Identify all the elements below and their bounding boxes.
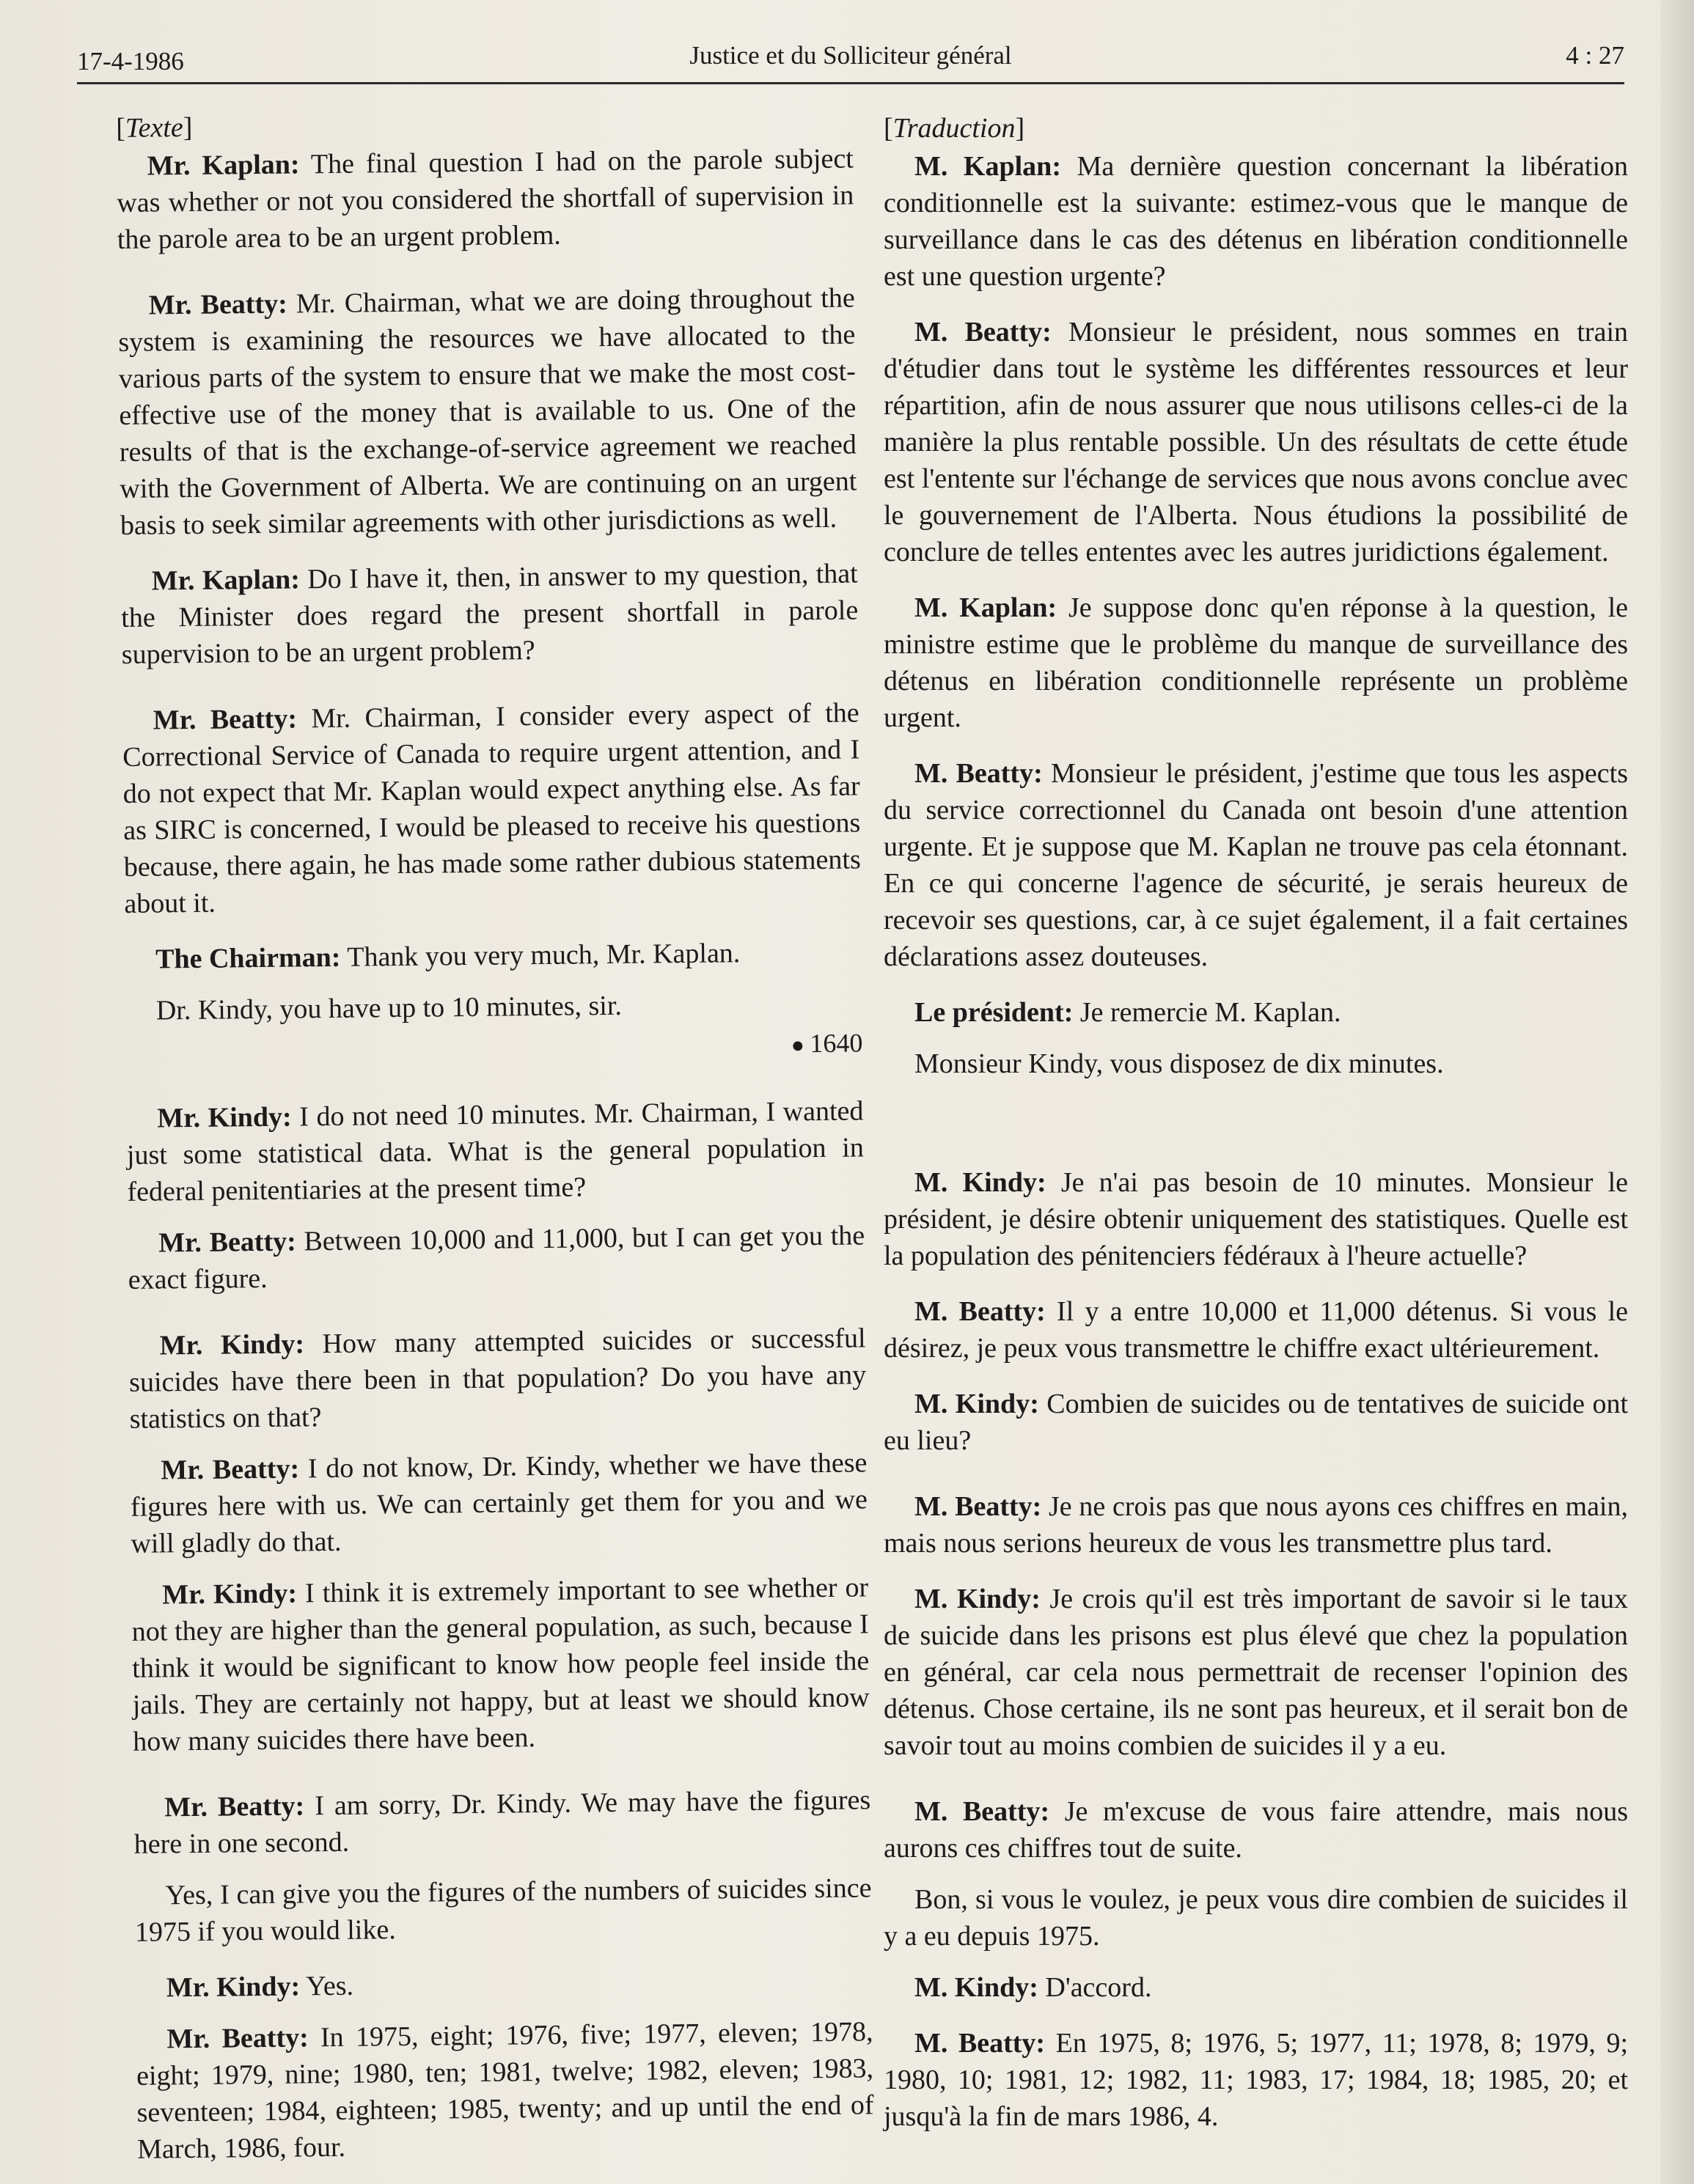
speech: Between 10,000 and 11,000, but I can get you the exact figure. [128,1220,865,1295]
paragraph [118,279,858,544]
speaker: Mr. Beatty: [164,1790,305,1823]
speaker: Le président: [914,997,1074,1028]
paragraph [884,1581,1628,1764]
paragraph [884,314,1628,570]
paragraph [884,148,1628,295]
paragraph [884,994,1628,1031]
speech: I do not need 10 minutes. Mr. Chairman, I wanted just some statistical data. What is the general population in federal penitentiaries at the present time? [126,1095,865,1207]
speaker: M. Beatty: [914,1296,1046,1327]
paragraph [884,1881,1628,1955]
paragraph [128,1217,865,1298]
speech: Monsieur le président, j'estime que tous les aspects du service correctionnel du Canada ont besoin d'une attention urgente. Et je suppose que M. Kaplan ne trouve pas cela étonnant. En ce qui concerne l'agence de sécurité, je serais heureux de recevoir ses questions, car, à ce sujet également, il a fait certaines déclarations assez douteuses. [884,758,1628,972]
paragraph [128,1320,867,1438]
speaker: M. Beatty: [914,2028,1046,2059]
paragraph [117,140,855,258]
paragraph [131,1569,870,1760]
paragraph [884,2025,1628,2135]
english-column [116,102,874,2167]
paragraph [884,1386,1628,1459]
speaker: Mr. Kindy: [161,1578,298,1611]
section-label-traduction: [Traduction] [884,113,1025,144]
speaker: M. Kindy: [914,1389,1039,1419]
speaker: M. Kindy: [914,1972,1038,2003]
paragraph [884,1164,1628,1274]
speech: Monsieur Kindy, vous disposez de dix minutes. [914,1048,1444,1079]
paragraph [884,1793,1628,1867]
speech: I think it is extremely important to see whether or not they are higher than the general population, as such, because I think it would be significant to know how people feel inside the jails. They are certainly not happy, but at least we should know how many suicides there have been. [131,1572,870,1757]
paragraph [884,1293,1628,1367]
speech: The final question I had on the parole subject was whether or not you considered the shortfall of supervision in the parole area to be an urgent problem. [117,143,854,255]
header-page-number: 4 : 27 [1566,41,1624,70]
paragraph [125,985,862,1029]
paragraph [133,1782,871,1863]
speech: Je n'ai pas besoin de 10 minutes. Monsieur le président, je désire obtenir uniquement des statistiques. Quelle est la population des pénitenciers fédéraux à l'heure actuelle? [884,1167,1628,1271]
page-header [77,38,1624,84]
paragraph [120,555,859,673]
section-label-texte: [Texte] [116,111,193,144]
speaker: M. Kindy: [914,1584,1041,1614]
paragraph [130,1444,868,1562]
speaker: M. Beatty: [914,1491,1042,1522]
speaker: Mr. Kindy: [159,1328,305,1361]
speaker: Mr. Kindy: [157,1101,292,1134]
paragraph [122,694,861,922]
speech: Je remercie M. Kaplan. [1073,997,1341,1028]
speech: Ma dernière question concernant la libération conditionnelle est la suivante: estimez-vous que le manque de surveillance dans le cas des détenus en libération conditionnelle est une question urgente? [884,151,1629,292]
paragraph [884,1969,1628,2006]
speech: Je crois qu'il est très important de savoir si le taux de suicide dans les prisons est plus élevé que chez la population en général, car cela nous permettrait de recenser l'opinion des détenus. Chose certaine, ils ne sont pas heureux, et il serait bon de savoir tout au moins combien de suicides il y a eu. [884,1584,1628,1761]
speaker: Mr. Beatty: [161,1453,300,1486]
speech: Il y a entre 10,000 et 11,000 détenus. Si vous le désirez, je peux vous transmettre le chiffre exact ultérieurement. [884,1296,1628,1364]
speaker: M. Beatty: [914,758,1043,789]
speech: In 1975, eight; 1976, five; 1977, eleven; 1978, eight; 1979, nine; 1980, ten; 1981, twelve; 1982, eleven; 1983, seventeen; 1984, eighteen; 1985, twenty; and up until the end of March, 1986, four. [136,2016,874,2165]
page-edge [1660,0,1694,2184]
speech: Mr. Chairman, what we are doing throughout the system is examining the resources we have allocated to the various parts of the system to ensure that we make the most cost-effective use of the money that is available to us. One of the results of that is the exchange-of-service agreement we reached with the Government of Alberta. We are continuing on an urgent basis to seek similar agreements with other jurisdictions as well. [118,282,857,541]
speaker: Mr. Beatty: [153,703,298,736]
speaker: The Chairman: [155,941,341,975]
speaker: Mr. Beatty: [166,2022,309,2055]
speech: Je m'excuse de vous faire attendre, mais nous aurons ces chiffres tout de suite. [884,1796,1629,1864]
paragraph [134,1869,872,1951]
speech: Bon, si vous le voulez, je peux vous dire combien de suicides il y a eu depuis 1975. [884,1884,1628,1952]
speaker: Mr. Kaplan: [151,564,301,597]
french-column [884,110,1628,2135]
speech: Yes. [299,1970,354,2002]
paragraph [884,589,1628,736]
speech: Dr. Kindy, you have up to 10 minutes, sir. [155,990,623,1026]
speaker: M. Kaplan: [914,151,1061,182]
speaker: M. Beatty: [914,317,1052,348]
speech: Mr. Chairman, I consider every aspect of the Correctional Service of Canada to require urgent attention, and I do not expect that Mr. Kaplan would expect anything else. As far as SIRC is concerned, I would be pleased to receive his questions because, there again, he has made some rather dubious statements about it. [122,697,861,919]
paragraph [884,755,1628,975]
speech: Yes, I can give you the figures of the numbers of suicides since 1975 if you would like. [134,1872,872,1948]
speaker: Mr. Kaplan: [147,149,300,182]
time-marker: ● 1640 [791,1028,863,1059]
speech: Do I have it, then, in answer to my question, that the Minister does regard the present shortfall in parole supervision to be an urgent problem? [121,558,859,670]
paragraph [136,2013,874,2168]
speech: Monsieur le président, nous sommes en train d'étudier dans tout le système les différentes ressources et leur répartition, afin de nous assurer que nous utilisons celles-ci de la manière la plus rentable possible. Un des résultats de cette étude est l'entente sur l'échange de services que nous avons conclue avec le gouvernement de l'Alberta. Nous étudions la possibilité de conclure de telles ententes avec les autres juridictions également. [884,317,1628,567]
speaker: Mr. Beatty: [148,288,287,321]
speech: D'accord. [1038,1972,1152,2003]
paragraph [884,1488,1628,1562]
speaker: M. Beatty: [914,1796,1050,1827]
speech: Je suppose donc qu'en réponse à la question, le ministre estime que le problème du manque de surveillance des détenus en libération conditionnelle représente un problème urgent. [884,592,1628,733]
speaker: Mr. Kindy: [166,1971,301,2004]
speech: Combien de suicides ou de tentatives de suicide ont eu lieu? [884,1389,1628,1456]
speech: Je ne crois pas que nous ayons ces chiffres en main, mais nous serions heureux de vous les transmettre plus tard. [884,1491,1628,1559]
speech: I am sorry, Dr. Kindy. We may have the figures here in one second. [133,1784,871,1860]
speech: How many attempted suicides or successful suicides have there been in that population? Do you have any statistics on that? [128,1323,867,1435]
speaker: M. Kindy: [914,1167,1046,1198]
paragraph [126,1092,865,1210]
paragraph [884,1045,1628,1082]
header-title: Justice et du Solliciteur général [689,41,1012,70]
speech: I do not know, Dr. Kindy, whether we have these figures here with us. We can certainly get them for you and we will gladly do that. [130,1447,868,1559]
header-date: 17-4-1986 [77,47,184,76]
speaker: M. Kaplan: [914,592,1057,623]
speaker: Mr. Beatty: [158,1226,296,1259]
speech: Thank you very much, Mr. Kaplan. [340,938,741,973]
speech: En 1975, 8; 1976, 5; 1977, 11; 1978, 8; 1979, 9; 1980, 10; 1981, 12; 1982, 11; 1983, 17; 1984, 18; 1985, 20; et jusqu'à la fin de mars 1986, 4. [884,2028,1628,2132]
